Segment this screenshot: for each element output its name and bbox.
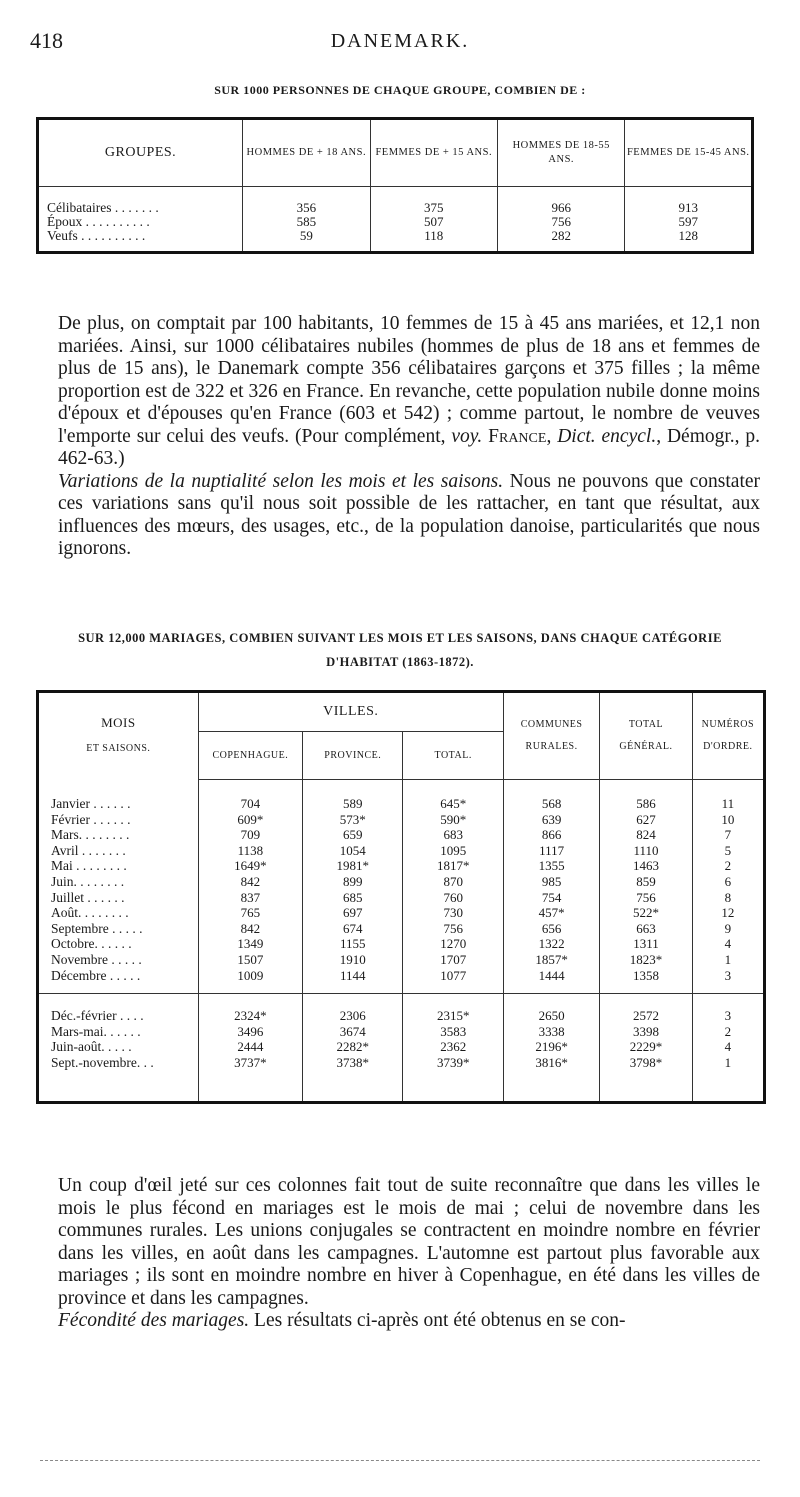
table-cell: 3674	[303, 1024, 403, 1040]
table-cell: 3398	[600, 1024, 692, 1040]
col-header-hommes-18: HOMMES DE + 18 ANS.	[243, 119, 370, 187]
table-row	[38, 229, 753, 253]
marriages-by-month-table	[36, 690, 766, 1104]
col-header-hommes-18-55: HOMMES DE 18-55 ANS.	[498, 119, 625, 187]
col-header-mois-line1: MOIS	[101, 715, 136, 731]
table-cell: 10	[692, 812, 764, 828]
table-row	[38, 187, 753, 216]
table-cell: 589	[303, 780, 403, 812]
table-cell: 5	[692, 843, 764, 859]
table-cell: 760	[403, 890, 503, 906]
table-cell: 375	[370, 187, 497, 216]
row-label: Mars-mai. . . . . .	[51, 1023, 141, 1039]
row-label: Époux . . . . . . . . . .	[47, 214, 150, 229]
table-cell: 128	[625, 229, 753, 253]
table-cell: 2229*	[600, 1039, 692, 1055]
table-cell: 1823*	[600, 952, 692, 968]
running-title: DANEMARK.	[330, 30, 470, 52]
table-cell: 683	[403, 827, 503, 843]
table-cell: 1857*	[503, 952, 599, 968]
table-cell: 756	[498, 215, 625, 229]
table-cell: 1649*	[198, 858, 302, 874]
table-cell: 1349	[198, 936, 302, 952]
table-cell: 282	[498, 229, 625, 253]
col-header-numeros	[692, 692, 764, 780]
table-cell: 765	[198, 905, 302, 921]
para1-subhead: Variations de la nuptialité selon les mois et les saisons.	[58, 470, 504, 492]
table-cell: 985	[503, 874, 599, 890]
table-cell: 1054	[303, 843, 403, 859]
table2-caption	[30, 626, 770, 674]
paragraph-commentary	[58, 1175, 760, 1333]
month-row	[38, 905, 765, 921]
para1-dict: Dict. encycl.	[557, 425, 657, 447]
table-cell: 2	[692, 1024, 764, 1040]
col-header-copenhague: COPENHAGUE.	[198, 732, 302, 780]
table-cell: 585	[243, 215, 370, 229]
table-cell: 2282*	[303, 1039, 403, 1055]
table-cell: 457*	[503, 905, 599, 921]
table-cell: 3496	[198, 1024, 302, 1040]
table1-caption: SUR 1000 PERSONNES DE CHAQUE GROUPE, COMBIEN DE :	[214, 83, 586, 97]
table-cell: 3816*	[503, 1055, 599, 1102]
table-cell: 3737*	[198, 1055, 302, 1102]
col-header-communes-line1: COMMUNES	[520, 719, 583, 730]
table-cell: 1	[692, 1055, 764, 1102]
row-label: Mai . . . . . . . .	[51, 858, 127, 874]
table-cell: 639	[503, 812, 599, 828]
col-header-femmes-15-45: FEMMES DE 15-45 ANS.	[625, 119, 753, 187]
table-cell: 870	[403, 874, 503, 890]
col-header-mois	[38, 692, 199, 780]
col-header-general-line1: TOTAL	[628, 719, 664, 730]
col-header-total-general	[600, 692, 692, 780]
col-header-villes: VILLES.	[198, 692, 503, 732]
month-row	[38, 936, 765, 952]
table-cell: 756	[600, 890, 692, 906]
month-row	[38, 968, 765, 994]
row-label: Avril . . . . . . .	[51, 842, 126, 858]
row-label: Août. . . . . . . .	[51, 905, 129, 921]
row-label: Veufs . . . . . . . . . .	[47, 228, 146, 243]
table-cell: 659	[303, 827, 403, 843]
table-cell: 1110	[600, 843, 692, 859]
table-cell: 597	[625, 215, 753, 229]
para1-france: France	[488, 425, 547, 447]
table-cell: 590*	[403, 812, 503, 828]
table-cell: 1009	[198, 968, 302, 994]
table-cell: 1707	[403, 952, 503, 968]
table2-caption-line1: SUR 12,000 MARIAGES, COMBIEN SUIVANT LES MOIS ET LES SAISONS, DANS CHAQUE CATÉGORIE	[78, 631, 722, 645]
month-row	[38, 812, 765, 828]
table-cell: 674	[303, 921, 403, 937]
row-label: Sept.-novembre. . .	[51, 1054, 154, 1070]
table-cell: 685	[303, 890, 403, 906]
table-cell: 709	[198, 827, 302, 843]
para2-subhead: Fécondité des mariages.	[58, 1310, 250, 1331]
table-cell: 2650	[503, 994, 599, 1024]
table-cell: 568	[503, 780, 599, 812]
row-label: Juin. . . . . . . .	[51, 873, 125, 889]
table-cell: 118	[370, 229, 497, 253]
table-cell: 645*	[403, 780, 503, 812]
table-cell: 8	[692, 890, 764, 906]
table-cell: 842	[198, 874, 302, 890]
table1-body	[38, 187, 753, 253]
table-cell: 4	[692, 936, 764, 952]
table-cell: 663	[600, 921, 692, 937]
table-cell: 1817*	[403, 858, 503, 874]
table-cell: 704	[198, 780, 302, 812]
table-cell: 1311	[600, 936, 692, 952]
para1-voy: voy.	[451, 425, 483, 447]
marital-status-table	[36, 117, 754, 254]
table-cell: 2315*	[403, 994, 503, 1024]
para1-text-a: De plus, on comptait par 100 habitants, 10 femmes de 15 à 45 ans mariées, et 12,1 non mariées. Ainsi, sur 1000 célibataires nubiles (hommes de plus de 18 ans et femmes de plus de 15 ans), le Danemark compte 356 célibataires garçons et 375 filles ; la même proportion est de 322 et 326 en France. En revanche, cette population nubile donne moins d'époux et d'épouses qu'en France (603 et 542) ; comme partout, le nombre de veuves l'emporte sur celui des veufs. (Pour complément,	[58, 313, 760, 447]
table-cell: 3338	[503, 1024, 599, 1040]
table-cell: 1355	[503, 858, 599, 874]
table-cell: 3583	[403, 1024, 503, 1040]
table-cell: 756	[403, 921, 503, 937]
table-cell: 1155	[303, 936, 403, 952]
row-label: Septembre . . . . .	[51, 920, 143, 936]
month-row	[38, 952, 765, 968]
table-cell: 1981*	[303, 858, 403, 874]
table-cell: 6	[692, 874, 764, 890]
page-header	[30, 28, 770, 58]
col-header-numeros-line2: D'ORDRE.	[703, 741, 753, 752]
row-label: Célibataires . . . . . . .	[47, 200, 159, 215]
row-label: Février . . . . . .	[51, 811, 131, 827]
table-cell: 2306	[303, 994, 403, 1024]
table-cell: 824	[600, 827, 692, 843]
para2-text-b: Les résultats ci-après ont été obtenus en se con-	[249, 1310, 626, 1331]
season-row	[38, 1055, 765, 1102]
table-cell: 586	[600, 780, 692, 812]
month-row	[38, 890, 765, 906]
col-header-total: TOTAL.	[403, 732, 503, 780]
table-cell: 522*	[600, 905, 692, 921]
table-cell: 1270	[403, 936, 503, 952]
table-cell: 573*	[303, 812, 403, 828]
table-cell: 3739*	[403, 1055, 503, 1102]
table-cell: 627	[600, 812, 692, 828]
row-label: Décembre . . . . .	[51, 967, 141, 983]
col-header-numeros-line1: NUMÉROS	[701, 719, 755, 730]
col-header-communes	[503, 692, 599, 780]
table-cell: 3738*	[303, 1055, 403, 1102]
row-label: Déc.-février . . . .	[38, 994, 199, 1024]
table-row	[38, 215, 753, 229]
table-cell: 1322	[503, 936, 599, 952]
table-cell: 837	[198, 890, 302, 906]
season-row	[38, 1039, 765, 1055]
table2-body	[38, 780, 765, 1103]
month-row	[38, 780, 765, 812]
table-cell: 3	[692, 994, 764, 1024]
table-cell: 507	[370, 215, 497, 229]
row-label: Mars. . . . . . . .	[51, 827, 130, 843]
table-cell: 730	[403, 905, 503, 921]
table-cell: 859	[600, 874, 692, 890]
table-cell: 3798*	[600, 1055, 692, 1102]
table-cell: 7	[692, 827, 764, 843]
para1-text-c: Nous ne pouvons que constater ces variations sans qu'il nous soit possible de les rattacher, en tant que résultat, aux influences des mœurs, des usages, etc., de la population danoise, particularités que nous ignorons.	[58, 470, 761, 559]
month-row	[38, 858, 765, 874]
table-cell: 1	[692, 952, 764, 968]
table-cell: 3	[692, 968, 764, 994]
table-cell: 1444	[503, 968, 599, 994]
col-header-groupes: GROUPES.	[38, 119, 243, 187]
page-number: 418	[30, 28, 63, 53]
table-cell: 2444	[198, 1039, 302, 1055]
table-cell: 2324*	[198, 994, 302, 1024]
table-cell: 1077	[403, 968, 503, 994]
table-cell: 2572	[600, 994, 692, 1024]
table-cell: 842	[198, 921, 302, 937]
table2-caption-line2: D'HABITAT (1863-1872).	[326, 655, 474, 669]
row-label: Octobre. . . . . .	[51, 936, 132, 952]
season-row	[38, 994, 765, 1024]
month-row	[38, 827, 765, 843]
paragraph-nubiles: De plus, on comptait par 100 habitants, 10 femmes de 15 à 45 ans mariées, et 12,1 non mariées. Ainsi, sur 1000 célibataires nubiles (hommes de plus de 18 ans et femmes de plus de 15 ans), le Danemark compte 356 célibataires garçons et 375 filles ; la même proportion est de 322 et 326 en France. En revanche, cette population nubile donne moins d'époux et d'épouses qu'en France (603 et 542) ; comme partout, le nombre de veuves l'emporte sur celui des veufs. (Pour complément, voy. France, Dict. encycl., Démogr., p. 462-63.) Variations de la nuptialité selon les mois et les saisons. Nous ne pouvons que constater ces variations sans qu'il nous soit possible de les rattacher, en tant que résultat, aux influences des mœurs, des usages, etc., de la population danoise, particularités que nous ignorons.	[58, 313, 761, 559]
table-cell: 899	[303, 874, 403, 890]
para1-text-b: , Démogr., p. 462-63.)	[58, 425, 761, 469]
table-cell: 1463	[600, 858, 692, 874]
footer-rule	[40, 1460, 760, 1461]
table-cell: 1144	[303, 968, 403, 994]
table-cell: 1117	[503, 843, 599, 859]
table-cell: 4	[692, 1039, 764, 1055]
para2-text-a: Un coup d'œil jeté sur ces colonnes fait tout de suite reconnaître que dans les villes le mois le plus fécond en mariages est le mois de mai ; celui de novembre dans les communes rurales. Les unions conjugales se contractent en moindre nombre en février dans les villes, en août dans les campagnes. L'automne est partout plus favorable aux mariages ; ils sont en moindre nombre en hiver à Copenhague, en été dans les villes de province et dans les campagnes.	[58, 1175, 760, 1309]
table-cell: 2362	[403, 1039, 503, 1055]
table-cell: 913	[625, 187, 753, 216]
table-cell: 697	[303, 905, 403, 921]
table-cell: 11	[692, 780, 764, 812]
table-cell: 1910	[303, 952, 403, 968]
col-header-communes-line2: RURALES.	[525, 741, 578, 752]
table-cell: 754	[503, 890, 599, 906]
table-cell: 9	[692, 921, 764, 937]
col-header-mois-line2: ET SAISONS.	[86, 743, 151, 755]
table-cell: 1358	[600, 968, 692, 994]
table-cell: 12	[692, 905, 764, 921]
row-label: Juillet . . . . . .	[51, 889, 125, 905]
table-cell: 356	[243, 187, 370, 216]
row-label: Novembre . . . . .	[51, 951, 142, 967]
season-row	[38, 1024, 765, 1040]
row-label: Janvier . . . . . .	[51, 795, 131, 811]
col-header-general-line2: GÉNÉRAL.	[619, 741, 673, 752]
table-cell: 1138	[198, 843, 302, 859]
table-cell: 1095	[403, 843, 503, 859]
table-cell: 866	[503, 827, 599, 843]
month-row	[38, 843, 765, 859]
table-cell: 2196*	[503, 1039, 599, 1055]
month-row	[38, 874, 765, 890]
table-cell: 609*	[198, 812, 302, 828]
table-cell: 966	[498, 187, 625, 216]
table-cell: 2	[692, 858, 764, 874]
col-header-province: PROVINCE.	[303, 732, 403, 780]
col-header-femmes-15: FEMMES DE + 15 ANS.	[370, 119, 497, 187]
table-cell: 1507	[198, 952, 302, 968]
table-cell: 59	[243, 229, 370, 253]
row-label: Juin-août. . . . .	[51, 1039, 132, 1055]
month-row	[38, 921, 765, 937]
table-cell: 656	[503, 921, 599, 937]
